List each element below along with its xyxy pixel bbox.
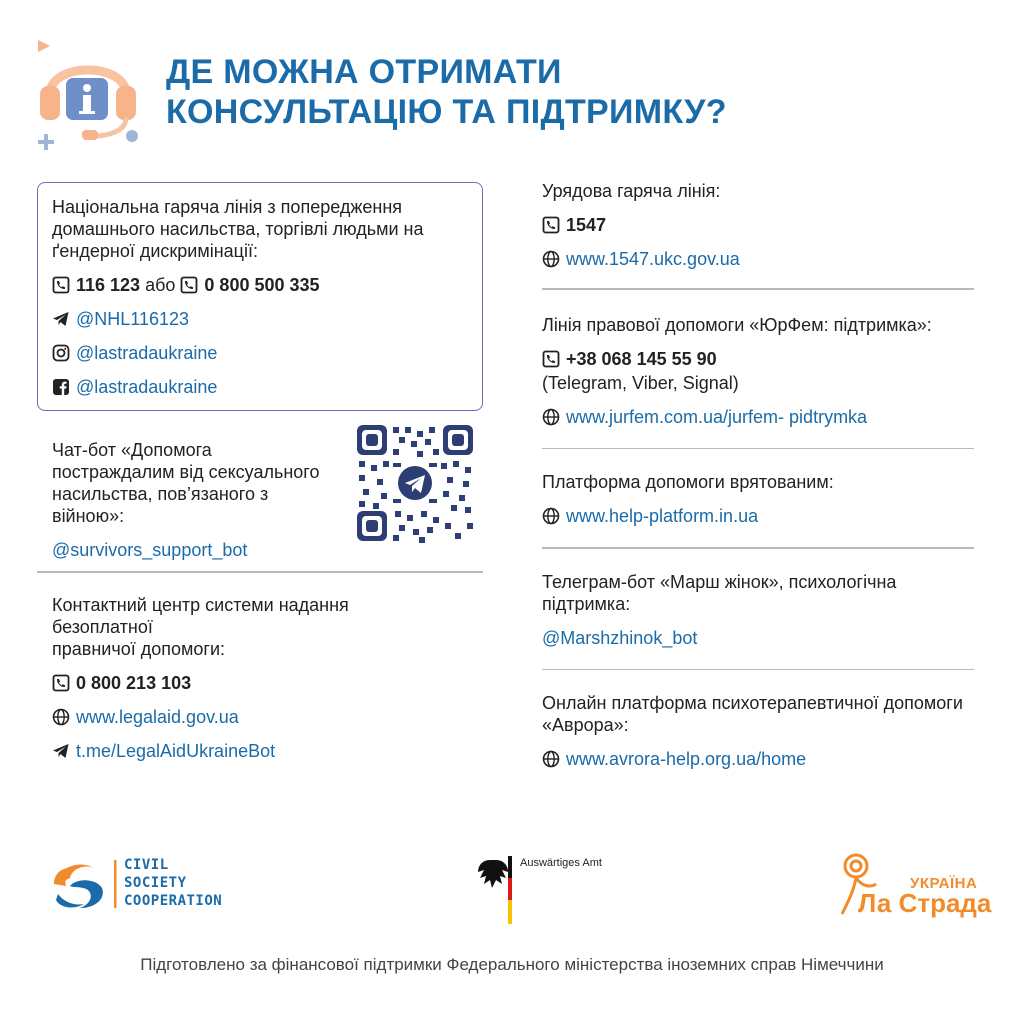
government-hotline-phone-row [542, 214, 974, 236]
legal-aid-title-2: безоплатної [52, 616, 153, 637]
csc-line-2: SOCIETY [124, 875, 187, 891]
la-strada-name: Ла Страда [858, 888, 992, 918]
jurfem-title: Лінія правової допомоги «ЮрФем: підтримка»: [542, 314, 932, 335]
phone-icon [542, 216, 560, 234]
globe-icon [542, 750, 560, 768]
footer-note: Підготовлено за фінансової підтримки Федерального міністерства іноземних справ Німеччини [140, 955, 884, 974]
avrora-web-row [542, 748, 974, 770]
csc-line-1: CIVIL [124, 857, 169, 873]
facebook-lastrada-link[interactable]: @lastradaukraine [76, 377, 218, 397]
globe-icon [542, 250, 560, 268]
legal-aid-web-row [52, 706, 483, 728]
jurfem-website-link[interactable]: www.jurfem.com.ua/jurfem- pidtrymka [566, 406, 868, 427]
instagram-icon [52, 344, 70, 362]
auswartiges-amt-text: Auswärtiges Amt [520, 857, 602, 869]
phone-116123-link[interactable]: 116 123 [76, 275, 141, 295]
jurfem-phone-row [542, 348, 974, 370]
telegram-nhl-link[interactable]: @NHL116123 [76, 309, 190, 329]
jurfem-messengers-row [542, 372, 974, 394]
instagram-lastrada-link[interactable]: @lastradaukraine [76, 343, 218, 363]
facebook-icon [52, 378, 70, 396]
legalaid-telegram-link[interactable]: t.me/LegalAidUkraineBot [76, 740, 276, 761]
marsh-handle-row [542, 627, 974, 649]
legal-aid-title-1: Контактний центр системи надання [52, 594, 349, 615]
telegram-icon [52, 310, 70, 328]
globe-icon [52, 708, 70, 726]
logos-bar [0, 840, 1024, 930]
jurfem-messengers: (Telegram, Viber, Signal) [542, 372, 739, 393]
la-strada-country: УКРАЇНА [910, 875, 978, 892]
avrora-section [542, 670, 974, 770]
jurfem-section [542, 290, 974, 428]
national-hotline-phones [52, 274, 468, 296]
title-line-1: ДЕ МОЖНА ОТРИМАТИ [166, 53, 562, 91]
avrora-website-link[interactable]: www.avrora-help.org.ua/home [566, 749, 807, 769]
jurfem-phone-link[interactable]: +38 068 145 55 90 [566, 348, 717, 369]
government-hotline-section [542, 180, 974, 270]
marsh-title: Телеграм-бот «Марш жінок», психологічна підтримка: [542, 571, 897, 614]
ukc-website-link[interactable]: www.1547.ukc.gov.ua [566, 249, 740, 269]
government-hotline-web-row [542, 248, 974, 270]
page-title [166, 52, 866, 132]
help-platform-section [542, 449, 974, 527]
help-platform-website-link[interactable]: www.help-platform.in.ua [566, 506, 759, 526]
globe-icon [542, 507, 560, 525]
national-hotline-card [37, 182, 483, 411]
phone-icon [52, 674, 70, 692]
phone-0800500335-link[interactable]: 0 800 500 335 [204, 275, 320, 295]
or-word: або [145, 275, 176, 295]
csc-line-3: COOPERATION [124, 893, 223, 909]
legal-aid-telegram-row [52, 740, 483, 762]
survivors-bot-link[interactable]: @survivors_support_bot [52, 540, 248, 560]
title-line-2: КОНСУЛЬТАЦІЮ ТА ПІДТРИМКУ? [166, 93, 727, 131]
globe-icon [542, 408, 560, 426]
phone-icon [180, 276, 198, 294]
national-hotline-title: Національна гаряча лінія з попередження домашнього насильства, торгівлі людьми на ґендерної дискримінації: [52, 197, 424, 261]
right-column [542, 180, 974, 770]
marsh-section [542, 549, 974, 649]
government-hotline-title: Урядова гаряча лінія: [542, 181, 721, 201]
phone-icon [542, 350, 560, 368]
chat-bot-section [37, 411, 483, 571]
national-hotline-facebook [52, 376, 468, 398]
help-platform-title: Платформа допомоги врятованим: [542, 472, 834, 492]
telegram-icon [52, 742, 70, 760]
left-column [37, 182, 483, 762]
legal-aid-phone-row [52, 672, 483, 694]
qr-code[interactable] [355, 423, 475, 543]
help-platform-web-row [542, 505, 974, 527]
phone-1547-link[interactable]: 1547 [566, 215, 607, 235]
legal-aid-title-3: правничої допомоги: [52, 638, 225, 659]
national-hotline-telegram [52, 308, 468, 330]
legal-aid-phone-link[interactable]: 0 800 213 103 [76, 672, 192, 693]
national-hotline-instagram [52, 342, 468, 364]
legalaid-website-link[interactable]: www.legalaid.gov.ua [76, 706, 239, 727]
csc-text [124, 856, 222, 910]
marsh-bot-link[interactable]: @Marshzhinok_bot [542, 627, 698, 648]
headset-info-icon [28, 32, 148, 157]
avrora-title: Онлайн платформа психотерапевтичної допомоги «Аврора»: [542, 693, 963, 735]
legal-aid-section [37, 573, 483, 762]
phone-icon [52, 276, 70, 294]
chat-bot-title: Чат-бот «Допомога постраждалим від сексуального насильства, пов’язаного з війною»: [52, 440, 320, 526]
jurfem-web-row [542, 406, 974, 428]
